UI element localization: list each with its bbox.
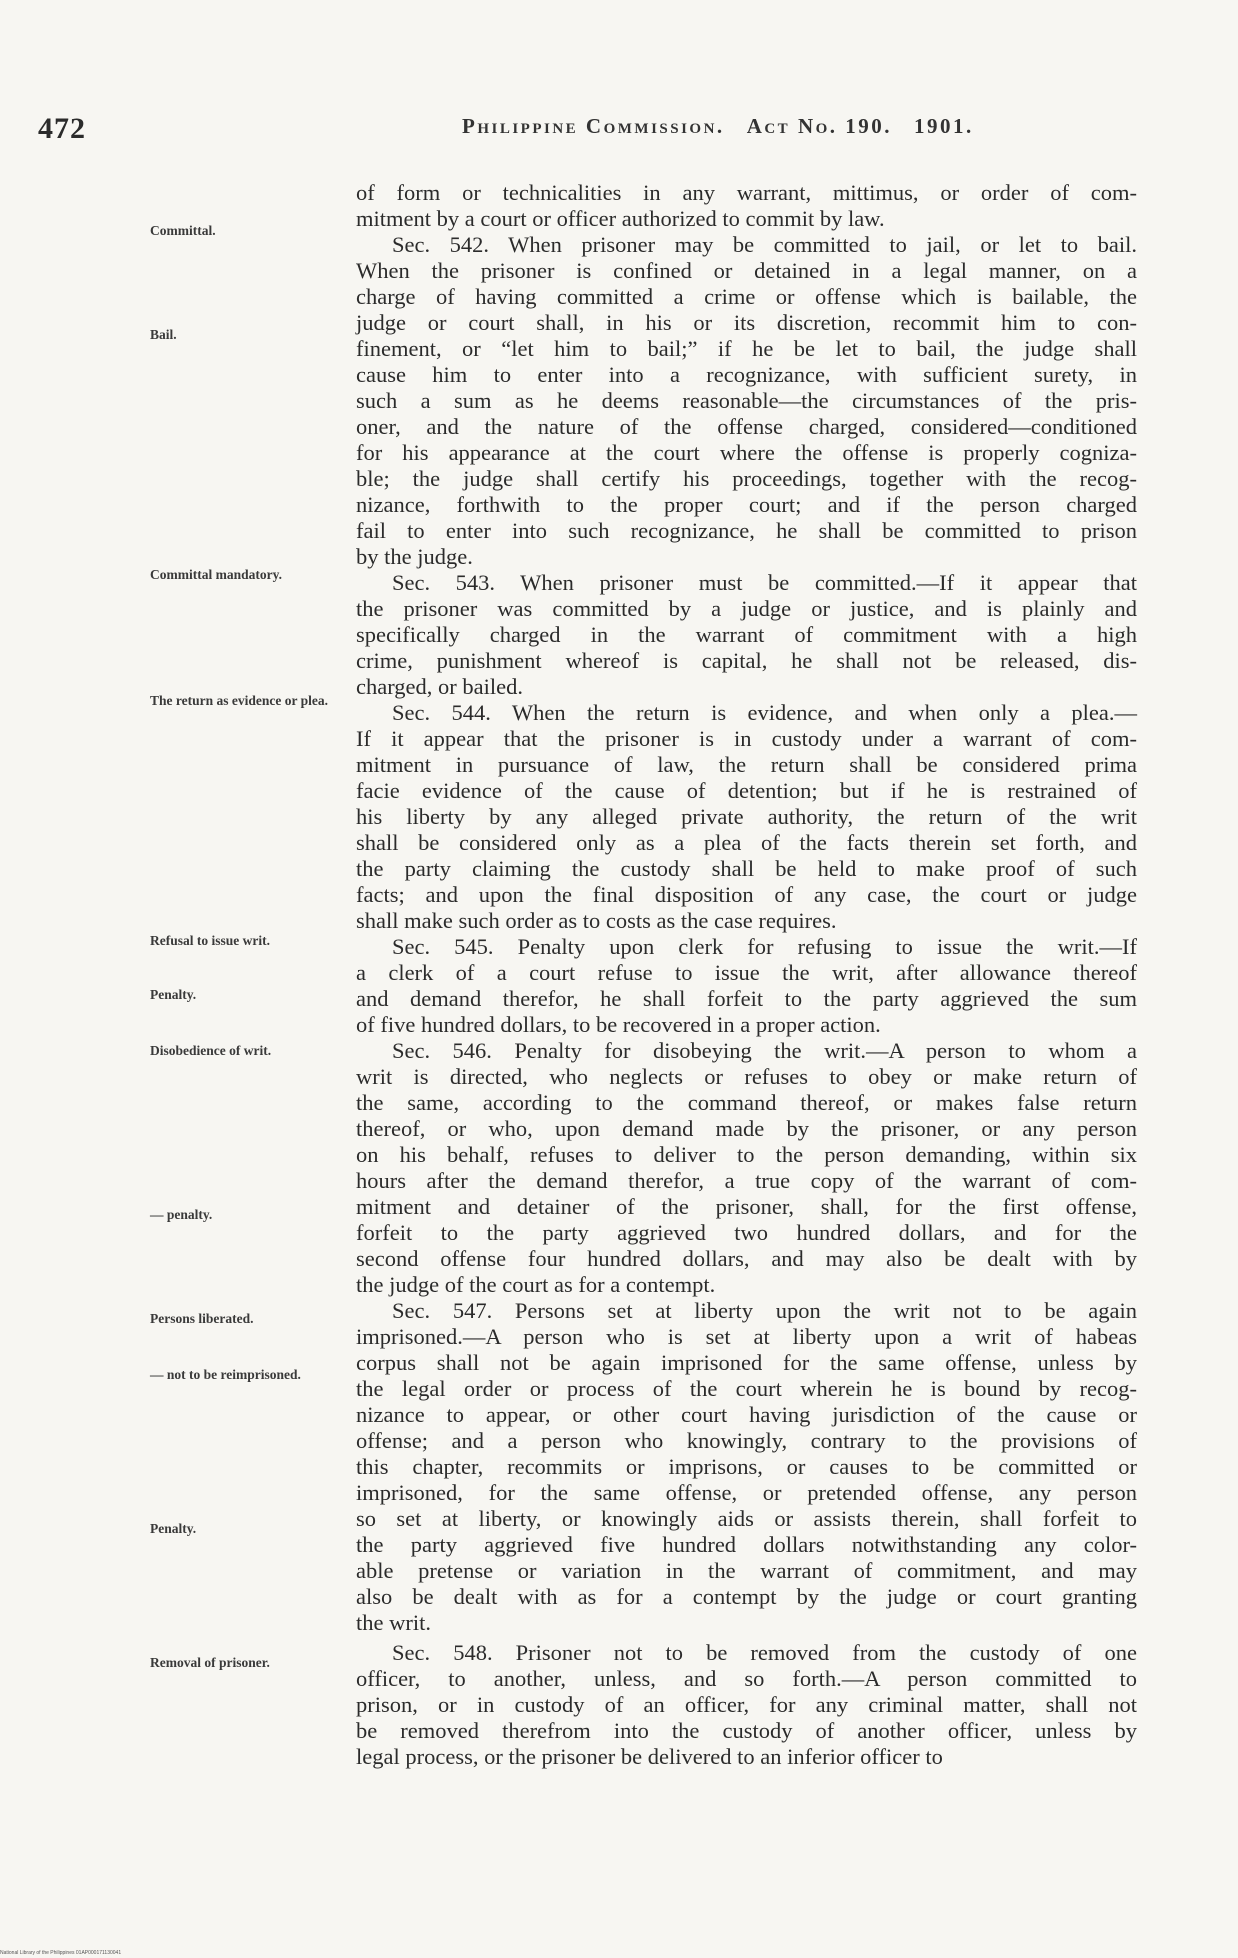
margin-note: Bail. (150, 327, 177, 342)
text-line: writ is directed, who neglects or refuses to obey or make return of (356, 1064, 1137, 1089)
text-line: charged, or bailed. (356, 674, 524, 699)
text-line: officer, to another, unless, and so forth.—A person committed to (356, 1666, 1137, 1691)
text-line: this chapter, recommits or imprisons, or causes to be committed or (356, 1454, 1137, 1479)
text-line: imprisoned.—A person who is set at liberty upon a writ of habeas (356, 1324, 1137, 1349)
text-line: the judge of the court as for a contempt. (356, 1272, 716, 1297)
margin-note: — not to be reimprisoned. (150, 1367, 301, 1382)
text-line: so set at liberty, or knowingly aids or assists therein, shall forfeit to (356, 1506, 1137, 1531)
text-line: ble; the judge shall certify his proceedings, together with the recog- (356, 466, 1137, 491)
text-line: Sec. 545. Penalty upon clerk for refusing to issue the writ.—If (392, 934, 1137, 959)
text-line: specifically charged in the warrant of commitment with a high (356, 622, 1137, 647)
text-line: Sec. 546. Penalty for disobeying the writ.—A person to whom a (392, 1038, 1137, 1063)
text-line: When the prisoner is confined or detained in a legal manner, on a (356, 258, 1137, 283)
text-line: a clerk of a court refuse to issue the writ, after allowance thereof (356, 960, 1137, 985)
text-line: facie evidence of the cause of detention; but if he is restrained of (356, 778, 1137, 803)
text-line: of five hundred dollars, to be recovered in a proper action. (356, 1012, 881, 1037)
text-line: also be dealt with as for a contempt by the judge or court granting (356, 1584, 1137, 1609)
margin-note: Committal. (150, 223, 216, 238)
text-line: the party claiming the custody shall be held to make proof of such (356, 856, 1137, 881)
text-line: mitment by a court or officer authorized to commit by law. (356, 206, 885, 231)
text-line: offense; and a person who knowingly, contrary to the provisions of (356, 1428, 1137, 1453)
running-head-act: Act No. 190. (746, 114, 893, 138)
text-line: be removed therefrom into the custody of another officer, unless by (356, 1718, 1137, 1743)
text-line: and demand therefor, he shall forfeit to the party aggrieved the sum (356, 986, 1137, 1011)
running-head-year: 1901. (914, 114, 974, 138)
text-line: Sec. 543. When prisoner must be committed.—If it appear that (392, 570, 1137, 595)
running-head-publication: Philippine Commission. (462, 114, 725, 138)
text-line: If it appear that the prisoner is in custody under a warrant of com- (356, 726, 1137, 751)
text-line: Sec. 542. When prisoner may be committed to jail, or let to bail. (392, 232, 1137, 257)
margin-note: Committal mandatory. (150, 567, 282, 582)
running-head (462, 114, 996, 139)
text-line: facts; and upon the final disposition of any case, the court or judge (356, 882, 1137, 907)
scan-footer: National Library of the Philippines 01AP000171130041 (0, 1950, 122, 1956)
text-line: able pretense or variation in the warrant of commitment, and may (356, 1558, 1137, 1583)
text-line: shall make such order as to costs as the case requires. (356, 908, 837, 933)
text-line: charge of having committed a crime or offense which is bailable, the (356, 284, 1137, 309)
text-line: imprisoned, for the same offense, or pretended offense, any person (356, 1480, 1137, 1505)
text-line: the party aggrieved five hundred dollars notwithstanding any color- (356, 1532, 1137, 1557)
text-line: judge or court shall, in his or its discretion, recommit him to con- (356, 310, 1137, 335)
margin-note: Refusal to issue writ. (150, 933, 270, 948)
margin-note: The return as evidence or plea. (150, 693, 328, 708)
text-line: the writ. (356, 1610, 431, 1635)
margin-note: Persons liberated. (150, 1311, 254, 1326)
text-line: prison, or in custody of an officer, for any criminal matter, shall not (356, 1692, 1137, 1717)
text-line: Sec. 548. Prisoner not to be removed from the custody of one (392, 1640, 1137, 1665)
text-line: the same, according to the command thereof, or makes false return (356, 1090, 1137, 1115)
margin-note: Penalty. (150, 1521, 197, 1536)
text-line: on his behalf, refuses to deliver to the person demanding, within six (356, 1142, 1137, 1167)
margin-note: — penalty. (150, 1207, 213, 1222)
text-line: Sec. 544. When the return is evidence, and when only a plea.— (392, 700, 1137, 725)
text-line: his liberty by any alleged private authority, the return of the writ (356, 804, 1137, 829)
text-line: mitment and detainer of the prisoner, shall, for the first offense, (356, 1194, 1137, 1219)
text-line: forfeit to the party aggrieved two hundred dollars, and for the (356, 1220, 1137, 1245)
text-line: such a sum as he deems reasonable—the circumstances of the pris- (356, 388, 1137, 413)
text-line: corpus shall not be again imprisoned for the same offense, unless by (356, 1350, 1137, 1375)
text-line: hours after the demand therefor, a true copy of the warrant of com- (356, 1168, 1137, 1193)
text-line: cause him to enter into a recognizance, with sufficient surety, in (356, 362, 1137, 387)
text-line: thereof, or who, upon demand made by the prisoner, or any person (356, 1116, 1137, 1141)
margin-note: Disobedience of writ. (150, 1043, 272, 1058)
page-number: 472 (38, 112, 86, 145)
text-line: second offense four hundred dollars, and may also be dealt with by (356, 1246, 1137, 1271)
text-line: finement, or “let him to bail;” if he be let to bail, the judge shall (356, 336, 1137, 361)
text-line: for his appearance at the court where the offense is properly cogniza- (356, 440, 1137, 465)
text-line: the legal order or process of the court wherein he is bound by recog- (356, 1376, 1137, 1401)
text-line: shall be considered only as a plea of the facts therein set forth, and (356, 830, 1137, 855)
text-line: Sec. 547. Persons set at liberty upon the writ not to be again (392, 1298, 1137, 1323)
text-line: nizance to appear, or other court having jurisdiction of the cause or (356, 1402, 1137, 1427)
text-line: mitment in pursuance of law, the return shall be considered prima (356, 752, 1137, 777)
text-line: nizance, forthwith to the proper court; and if the person charged (356, 492, 1137, 517)
text-line: by the judge. (356, 544, 473, 569)
text-line: crime, punishment whereof is capital, he shall not be released, dis- (356, 648, 1137, 673)
text-line: of form or technicalities in any warrant, mittimus, or order of com- (356, 180, 1137, 205)
margin-note: Penalty. (150, 987, 197, 1002)
text-line: oner, and the nature of the offense charged, considered—conditioned (356, 414, 1137, 439)
text-line: legal process, or the prisoner be delivered to an inferior officer to (356, 1744, 943, 1769)
text-line: fail to enter into such recognizance, he shall be committed to prison (356, 518, 1137, 543)
margin-note: Removal of prisoner. (150, 1655, 270, 1670)
text-line: the prisoner was committed by a judge or justice, and is plainly and (356, 596, 1137, 621)
